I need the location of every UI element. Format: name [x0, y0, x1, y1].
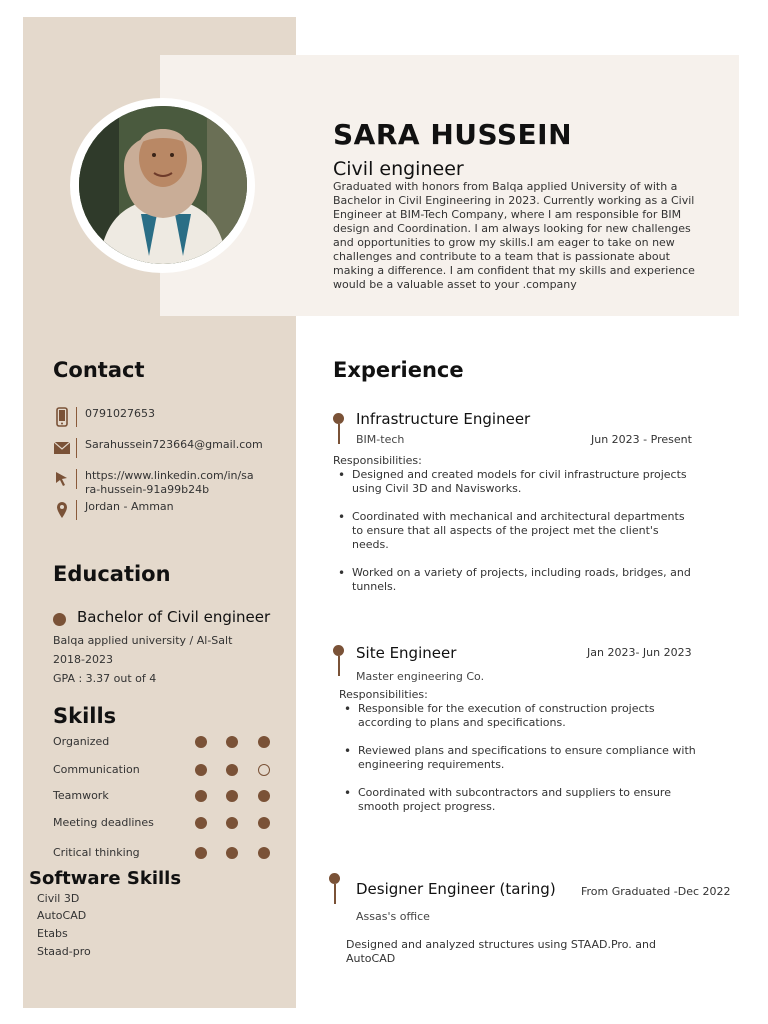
- responsibilities-list: [334, 468, 694, 608]
- responsibilities-list: [340, 702, 700, 828]
- list-item: • Coordinated with subcontractors and suppliers to ensure smooth project progress.: [340, 786, 700, 814]
- skills-heading: Skills: [53, 704, 117, 728]
- skill-level-dot-filled: [195, 790, 207, 802]
- contact-separator: [76, 407, 77, 427]
- timeline-pin-icon: [329, 873, 341, 904]
- job-dates: Jan 2023- Jun 2023: [587, 646, 692, 659]
- job-title: Site Engineer: [356, 644, 457, 662]
- list-item: • Reviewed plans and specifications to ensure compliance with engineering requirements.: [340, 744, 700, 772]
- responsibilities-label: Responsibilities:: [339, 688, 428, 701]
- skill-level-dot-filled: [226, 790, 238, 802]
- education-gpa: GPA : 3.37 out of 4: [53, 672, 157, 685]
- software-item: AutoCAD: [37, 909, 87, 922]
- skill-level-dot-empty: [258, 764, 270, 776]
- job-title: Infrastructure Engineer: [356, 410, 531, 428]
- contact-email-row: [52, 438, 263, 458]
- job-company: BIM-tech: [356, 433, 405, 446]
- contact-phone: 0791027653: [85, 407, 155, 420]
- contact-email[interactable]: Sarahussein723664@gmail.com: [85, 438, 263, 451]
- timeline-pin-icon: [333, 645, 345, 676]
- skill-level-dot-filled: [258, 847, 270, 859]
- job-company: Master engineering Co.: [356, 670, 485, 683]
- contact-separator: [76, 500, 77, 520]
- list-item: • Coordinated with mechanical and architectural departments to ensure that all aspects of the project met the client's needs.: [334, 510, 694, 552]
- contact-linkedin-row: [52, 469, 254, 497]
- responsibilities-label: Responsibilities:: [333, 454, 422, 467]
- skill-level-dot-filled: [226, 847, 238, 859]
- contact-linkedin[interactable]: [85, 469, 254, 497]
- contact-location: Jordan - Amman: [85, 500, 174, 513]
- list-item: • Worked on a variety of projects, including roads, bridges, and tunnels.: [334, 566, 694, 594]
- contact-separator: [76, 438, 77, 458]
- skill-name: Organized: [53, 735, 110, 748]
- contact-linkedin-line-1: https://www.linkedin.com/in/sa: [85, 469, 254, 482]
- skill-name: Communication: [53, 763, 140, 776]
- mail-icon: [52, 438, 72, 458]
- skill-name: Meeting deadlines: [53, 816, 154, 829]
- education-years: 2018-2023: [53, 653, 113, 666]
- skill-level-dot-filled: [226, 736, 238, 748]
- education-degree: Bachelor of Civil engineer: [77, 608, 271, 626]
- portrait-image: [79, 106, 247, 264]
- software-skills-heading: Software Skills: [29, 868, 182, 889]
- cursor-icon: [52, 469, 72, 489]
- contact-location-row: [52, 500, 174, 520]
- job-description: Designed and analyzed structures using STAAD.Pro. and AutoCAD: [346, 938, 656, 965]
- profile-title: Civil engineer: [333, 158, 464, 180]
- skill-level-dot-filled: [258, 817, 270, 829]
- skill-level-dot-filled: [195, 736, 207, 748]
- skill-level-dot-filled: [195, 764, 207, 776]
- list-item: • Responsible for the execution of construction projects according to plans and specifications.: [340, 702, 700, 730]
- skill-level-dot-filled: [258, 736, 270, 748]
- job-company: Assas's office: [356, 910, 430, 923]
- avatar: [79, 106, 247, 264]
- skill-level-dot-filled: [226, 817, 238, 829]
- software-item: Staad-pro: [37, 945, 91, 958]
- software-item: Civil 3D: [37, 892, 80, 905]
- contact-separator: [76, 469, 77, 489]
- contact-linkedin-line-2: ra-hussein-91a99b24b: [85, 483, 210, 496]
- job-dates: Jun 2023 - Present: [591, 433, 692, 446]
- skill-level-dot-filled: [195, 817, 207, 829]
- skill-name: Critical thinking: [53, 846, 140, 859]
- contact-phone-row: [52, 407, 155, 427]
- education-bullet: [53, 613, 66, 626]
- skill-level-dot-filled: [258, 790, 270, 802]
- software-item: Etabs: [37, 927, 68, 940]
- job-title: Designer Engineer (taring): [356, 880, 556, 898]
- contact-heading: Contact: [53, 358, 145, 382]
- skill-name: Teamwork: [53, 789, 109, 802]
- education-school: Balqa applied university / Al-Salt: [53, 634, 233, 647]
- location-pin-icon: [52, 500, 72, 520]
- profile-summary: Graduated with honors from Balqa applied University of with a Bachelor in Civil Engineering in 2023. Currently working as a Civil Engineer at BIM-Tech Company, where I am responsible for BIM design and Coordination. I am always looking for new challenges and opportunities to grow my skills.I am eager to take on new challenges and contribute to a team that is passionate about making a difference. I am confident that my skills and experience would be a valuable asset to your .company: [333, 180, 695, 291]
- phone-icon: [52, 407, 72, 427]
- education-heading: Education: [53, 562, 171, 586]
- skill-level-dot-filled: [195, 847, 207, 859]
- list-item: • Designed and created models for civil infrastructure projects using Civil 3D and Navisworks.: [334, 468, 694, 496]
- profile-name: SARA HUSSEIN: [333, 118, 573, 151]
- experience-heading: Experience: [333, 358, 464, 382]
- timeline-pin-icon: [333, 413, 345, 444]
- skill-level-dot-filled: [226, 764, 238, 776]
- job-dates: From Graduated -Dec 2022: [581, 885, 731, 898]
